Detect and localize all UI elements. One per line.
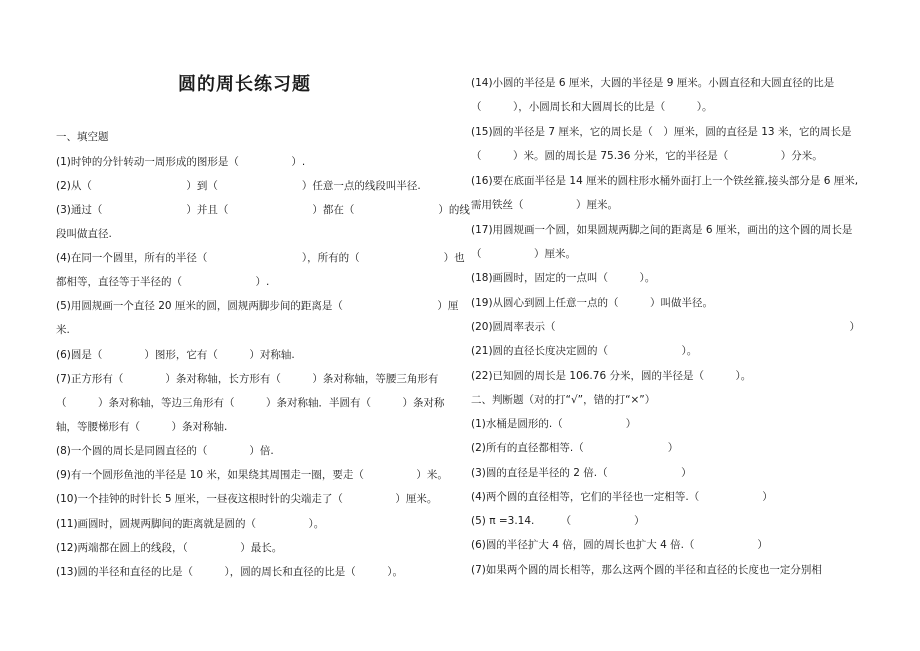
question-line-right: (2)所有的直径都相等.（ ） [471, 442, 679, 454]
question-line-left: (7)正方形有（ ）条对称轴，长方形有（ ）条对称轴，等腰三角形有 [56, 373, 439, 385]
question-line-right: (5) π =3.14. （ ） [471, 515, 645, 527]
question-line-right: （ ）米。圆的周长是 75.36 分米，它的半径是（ ）分米。 [471, 150, 823, 162]
question-line-left: (1)时钟的分针转动一周形成的图形是（ ）. [56, 156, 306, 168]
question-line-right: (7)如果两个圆的周长相等，那么这两个圆的半径和直径的长度也一定分别相 [471, 564, 822, 576]
question-line-right: (1)水桶是圆形的.（ ） [471, 418, 637, 430]
question-line-right: (17)用圆规画一个圆，如果圆规两脚之间的距离是 6 厘米，画出的这个圆的周长是 [471, 224, 853, 236]
question-line-right: (15)圆的半径是 7 厘米，它的周长是（ ）厘米，圆的直径是 13 米，它的周长是 [471, 126, 852, 138]
question-line-right: （ ），小圆周长和大圆周长的比是（ ）。 [471, 101, 713, 113]
question-line-right: (22)已知圆的周长是 106.76 分米，圆的半径是（ ）。 [471, 370, 752, 382]
question-line-right: (6)圆的半径扩大 4 倍，圆的周长也扩大 4 倍.（ ） [471, 539, 768, 551]
question-line-left: （ ）条对称轴，等边三角形有（ ）条对称轴．半圆有（ ）条对称 [56, 397, 445, 409]
question-line-left: (5)用圆规画一个直径 20 厘米的圆，圆规两脚步间的距离是（ ）厘 [56, 300, 459, 312]
question-line-left: (9)有一个圆形鱼池的半径是 10 米，如果绕其周围走一圈，要走（ ）米。 [56, 469, 448, 481]
question-line-left: (2)从（ ）到（ ）任意一点的线段叫半径. [56, 180, 421, 192]
question-line-left: (8)一个圆的周长是同圆直径的（ ）倍. [56, 445, 274, 457]
question-line-right: (18)画圆时，固定的一点叫（ ）。 [471, 272, 656, 284]
question-line-right: （ ）厘米。 [471, 248, 576, 260]
question-line-right: (20)圆周率表示（ ） [471, 321, 861, 333]
question-line-left: (11)画圆时，圆规两脚间的距离就是圆的（ ）。 [56, 518, 325, 530]
question-line-left: 都相等，直径等于半径的（ ）. [56, 276, 270, 288]
question-line-left: (10)一个挂钟的时针长 5 厘米，一昼夜这根时针的尖端走了（ ）厘米。 [56, 493, 438, 505]
question-line-left: 米. [56, 324, 70, 336]
question-line-left: (4)在同一个圆里，所有的半径（ ），所有的（ ）也 [56, 252, 465, 264]
question-line-right: (14)小圆的半径是 6 厘米，大圆的半径是 9 厘米。小圆直径和大圆直径的比是 [471, 77, 835, 89]
question-line-left: (13)圆的半径和直径的比是（ ），圆的周长和直径的比是（ ）。 [56, 566, 404, 578]
question-line-right: (21)圆的直径长度决定圆的（ ）。 [471, 345, 698, 357]
question-line-left: (12)两端都在圆上的线段，（ ）最长。 [56, 542, 283, 554]
question-line-right: (19)从圆心到圆上任意一点的（ ）叫做半径。 [471, 297, 714, 309]
question-line-left: 一、填空题 [56, 131, 109, 143]
question-line-right: 需用铁丝（ ）厘米。 [471, 199, 618, 211]
question-line-left: 段叫做直径. [56, 228, 112, 240]
question-line-right: (4)两个圆的直径相等，它们的半径也一定相等.（ ） [471, 491, 773, 503]
question-line-left: (3)通过（ ）并且（ ）都在（ ）的线 [56, 204, 470, 216]
question-line-right: (3)圆的直径是半径的 2 倍.（ ） [471, 467, 692, 479]
question-line-right: 二、判断题（对的打“√”，错的打“×”） [471, 394, 656, 406]
question-line-right: (16)要在底面半径是 14 厘米的圆柱形水桶外面打上一个铁丝箍,接头部分是 6 厘米, [471, 175, 859, 187]
question-line-left: (6)圆是（ ）图形，它有（ ）对称轴. [56, 349, 295, 361]
page-title: 圆的周长练习题 [178, 74, 311, 95]
question-line-left: 轴，等腰梯形有（ ）条对称轴. [56, 421, 228, 433]
